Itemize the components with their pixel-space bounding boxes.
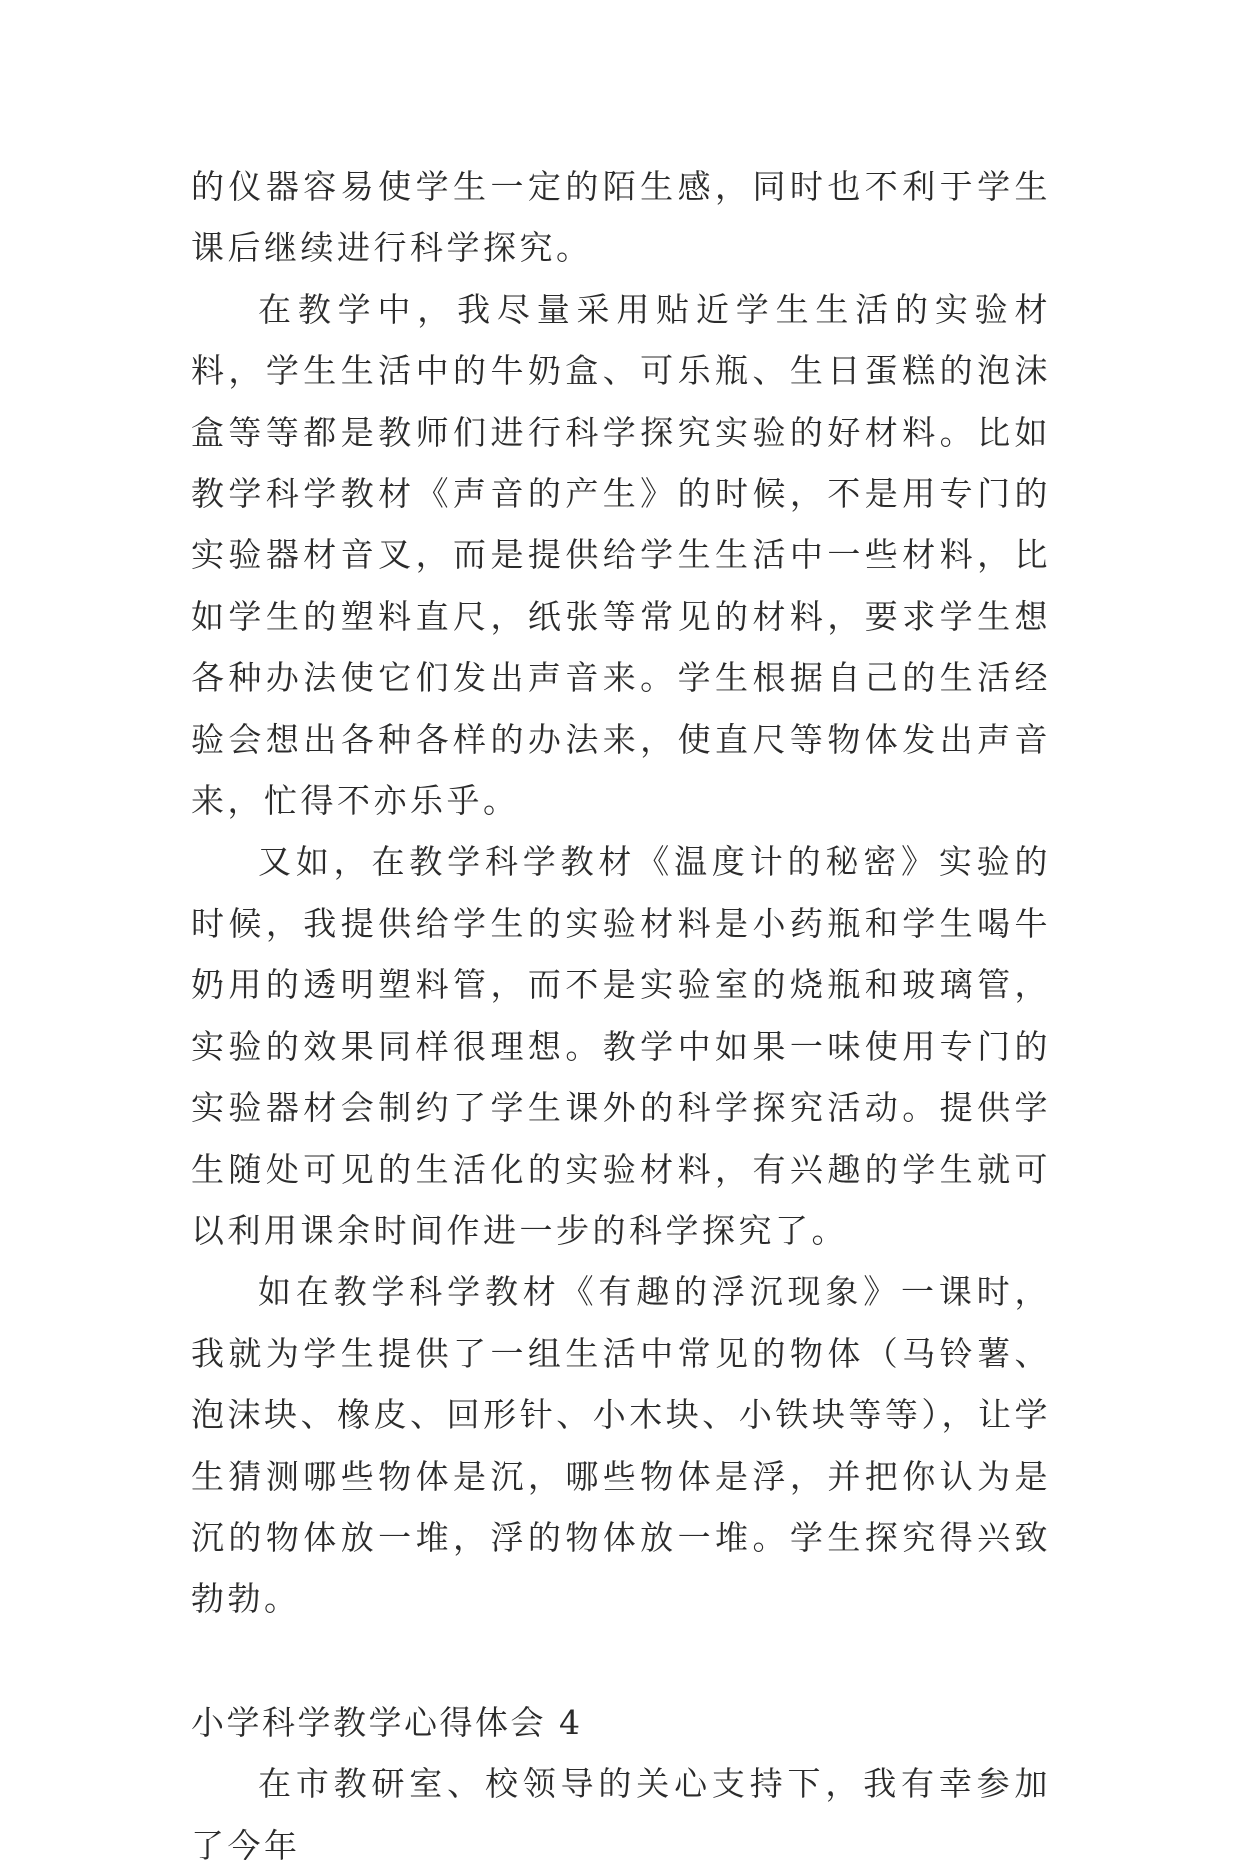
paragraph-section-start: 在市教研室、校领导的关心支持下，我有幸参加了今年 bbox=[191, 1764, 1051, 1865]
paragraph-life-materials: 在教学中，我尽量采用贴近学生生活的实验材料，学生生活中的牛奶盒、可乐瓶、生日蛋糕的泡沫盒等等都是教师们进行科学探究实验的好材料。比如教学科学教材《声音的产生》的时候，不是用专门的实验器材音叉，而是提供给学生生活中一些材料，比如学生的塑料直尺，纸张等常见的材料，要求学生想各种办法使它们发出声音来。学生根据自己的生活经验会想出各种各样的办法来，使直尺等物体发出声音来，忙得不亦乐乎。 bbox=[191, 289, 1051, 821]
section-heading: 小学科学教学心得体会 4 bbox=[191, 1702, 583, 1742]
section-spacer bbox=[191, 1630, 1051, 1692]
document-body bbox=[191, 156, 1051, 1876]
paragraph-thermometer: 又如，在教学科学教材《温度计的秘密》实验的时候，我提供给学生的实验材料是小药瓶和学生喝牛奶用的透明塑料管，而不是实验室的烧瓶和玻璃管，实验的效果同样很理想。教学中如果一味使用专门的实验器材会制约了学生课外的科学探究活动。提供学生随处可见的生活化的实验材料，有兴趣的学生就可以利用课余时间作进一步的科学探究了。 bbox=[191, 842, 1051, 1250]
paragraph-floating-sinking: 如在教学科学教材《有趣的浮沉现象》一课时，我就为学生提供了一组生活中常见的物体（马铃薯、泡沫块、橡皮、回形针、小木块、小铁块等等），让学生猜测哪些物体是沉，哪些物体是浮，并把你认为是沉的物体放一堆，浮的物体放一堆。学生探究得兴致勃勃。 bbox=[191, 1272, 1051, 1619]
paragraph-continuation: 的仪器容易使学生一定的陌生感，同时也不利于学生课后继续进行科学探究。 bbox=[191, 167, 1051, 268]
